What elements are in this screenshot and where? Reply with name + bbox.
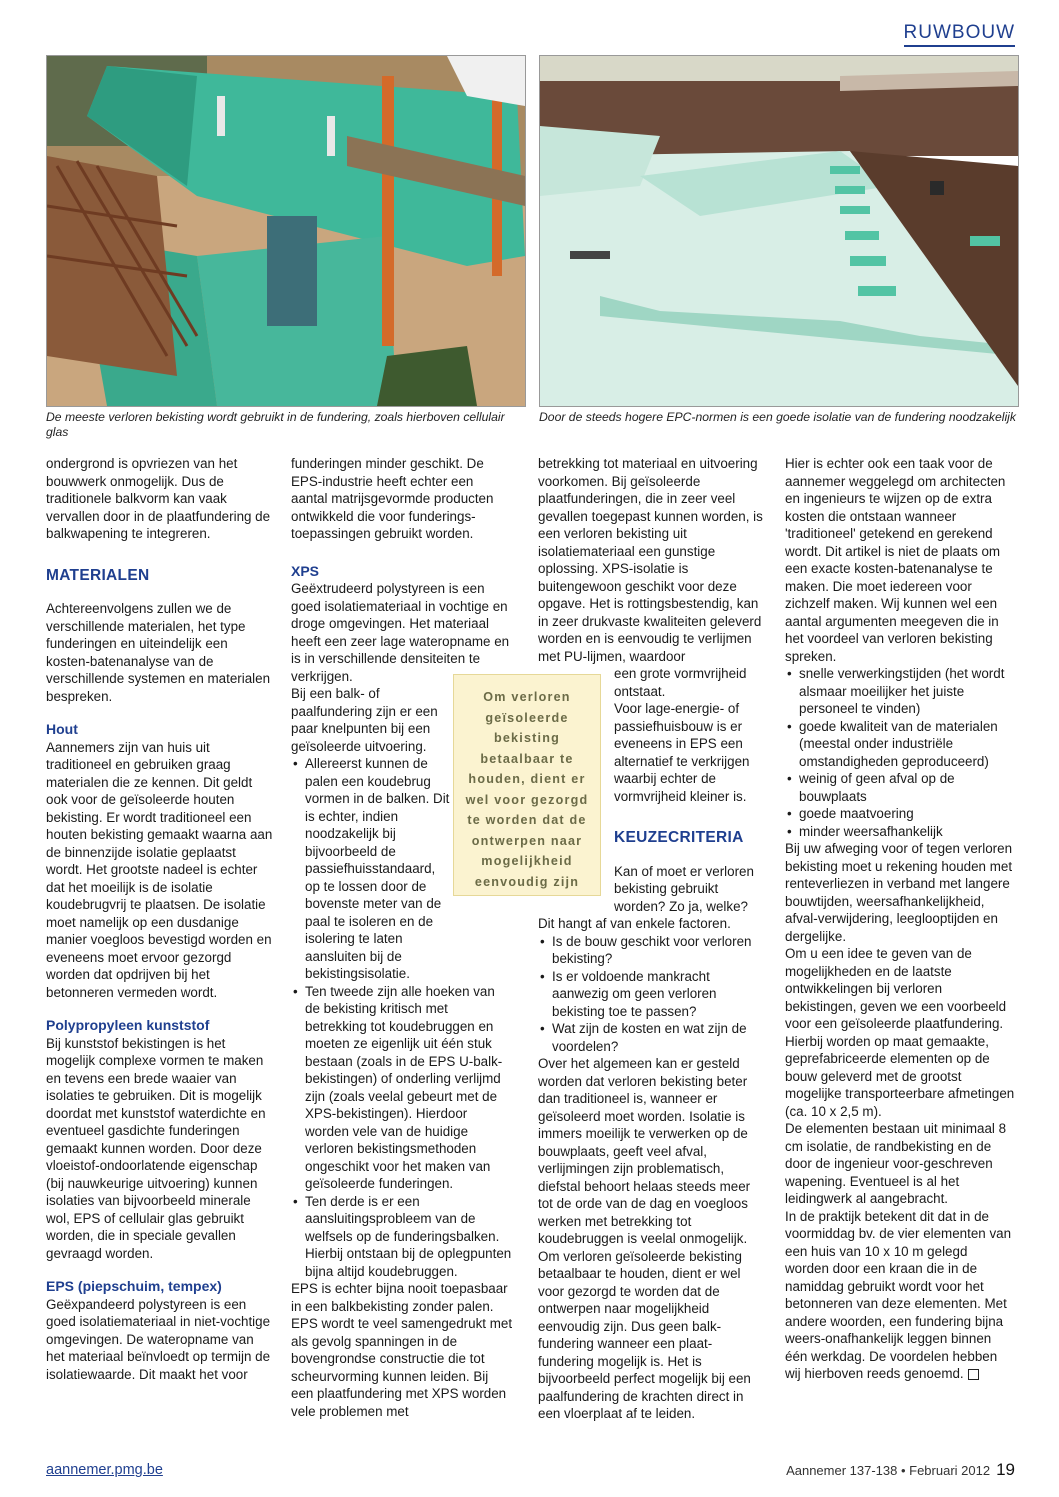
heading-materialen: MATERIALEN bbox=[46, 566, 150, 584]
col4-text-2: Bij uw afweging voor of tegen verloren bekisting moet u rekening houden met renteverliezen in verband met langere bouwtijden, weersafhankelijkheid, afval-verwijdering, leeglooptijden en dergelijke. bbox=[785, 841, 1013, 944]
col2-intro: funderingen minder geschikt. De EPS-industrie heeft echter een aantal matrijsgevormde producten ontwikkeld die voor funderings-toepassingen gebruikt worden. bbox=[291, 456, 494, 541]
col3-algemeen-text: Over het algemeen kan er gesteld worden dat verloren bekisting beter dan traditioneel is, wanneer er geïsoleerd moet worden. Isolatie is immers moeilijk te verwerken op de bouwplaats, geeft veel afval, verlijmingen zijn problematisch, diefstal behoort helaas steeds meer tot de orde van de dag en voegloos werken met betrekking tot koudebruggen is veelal onmogelijk. bbox=[538, 1056, 751, 1246]
col3-intro: betrekking tot materiaal en uitvoering voorkomen. Bij geïsoleerde plaatfunderingen, die in zeer veel gevallen toegepast kunnen worden, is een verloren bekisting uit isolatiemateriaal een gunstige oplossing. XPS-isolatie is buitengewoon geschikt voor deze opgave. Het is rottingsbestendig, kan in zeer drukvaste kwaliteiten geleverd worden en is eenvoudig te verlijmen met PU-lijmen, waardoor bbox=[538, 456, 763, 664]
list-item: • Is er voldoende mankracht aanwezig om geen verloren bekisting toe te passen? bbox=[538, 968, 764, 1021]
col4-text-4: Hierbij worden op maat gemaakte, geprefabriceerde elementen op de bouw geleverd met de grootst mogelijke transporteerbare afmetingen (ca. 10 x 2,5 m). bbox=[785, 1033, 1015, 1119]
list-item: • goede maatvoering bbox=[785, 805, 1015, 823]
heading-eps: EPS (piepschuim, tempex) bbox=[46, 1278, 222, 1294]
col2-eps-text: EPS is echter bijna nooit toepasbaar in een balkbekisting zonder palen. EPS wordt te veel samengedrukt met als gevolg spanningen in de bovengrondse constructie die tot scheurvorming kunnen leiden. Bij een plaatfundering met XPS worden vele problemen met bbox=[291, 1281, 513, 1419]
photo-xps-slab bbox=[539, 55, 1019, 407]
photo-formwork-image bbox=[47, 56, 525, 406]
heading-xps: XPS bbox=[291, 562, 320, 579]
col3-lage-text: Voor lage-energie- of passiefhuisbouw is er eveneens in EPS een alternatief te verkrijgen waarbij echter de vormvrijheid kleiner is. bbox=[614, 701, 750, 804]
col2-balk-text: Bij een balk- of paalfundering zijn er een paar knelpunten bij een geïsoleerde uitvoering. bbox=[291, 686, 438, 754]
section-tag: RUWBOUW bbox=[904, 22, 1015, 47]
heading-hout: Hout bbox=[46, 721, 78, 737]
article-column-2 bbox=[291, 455, 513, 1420]
list-item: • goede kwaliteit van de materialen (meestal onder industriële omstandigheden geproduceerd) bbox=[785, 718, 1015, 771]
col1-hout-text: Aannemers zijn van huis uit traditioneel en gebruiken graag materialen die ze kennen. Dit geldt ook voor de geïsoleerde houten bekisting. Er wordt traditioneel een houten bekisting gemaakt waarna aan de binnenzijde isolatie geplaatst wordt. Het grootste nadeel is echter dat het moeilijk is de isolatie koudebrugvrij te plaatsen. De isolatie moet namelijk op een dusdanige manier voegloos bevestigd worden en eveneens moet ervoor gezorgd worden dat opdrijven bij het betonneren vermeden wordt. bbox=[46, 739, 273, 1000]
footer-website-link[interactable]: aannemer.pmg.be bbox=[46, 1462, 163, 1478]
footer-issue-info bbox=[786, 1460, 1015, 1480]
list-item: • Ten tweede zijn alle hoeken van de bekisting kritisch met betrekking tot koudebruggen en moeten ze eigenlijk uit één stuk bestaan (zoals in de EPS U-balk-bekistingen) of onderling verlijmd zijn (zoals veelal gebeurt met de XPS-bekistingen). Hierdoor worden vele van de huidige verloren bekistingsmethoden ongeschikt voor het maken van geïsoleerde funderingen. bbox=[291, 983, 513, 1193]
col3-keuze-factors: Dit hangt af van enkele factoren. bbox=[538, 916, 731, 931]
list-item: • Ten derde is er een aansluitingsprobleem van de welfsels op de funderingsbalken. Hierbij ontstaan bij de oplegpunten bijna altijd koudebruggen. bbox=[291, 1193, 513, 1281]
list-item: • minder weersafhankelijk bbox=[785, 823, 1015, 841]
col4-text-6 bbox=[785, 1208, 1015, 1383]
col3-om-text: Om verloren geïsoleerde bekisting betaalbaar te houden, dient er wel voor gezorgd te worden dat de ontwerpen naar mogelijkheid eenvoudig zijn. Dus geen balk-fundering wanneer een plaat-fundering mogelijk is. Het is bijvoorbeeld perfect mogelijk bij een paalfundering de krachten direct in een vloerplaat af te leiden. bbox=[538, 1248, 751, 1421]
photo-caption-right: Door de steeds hogere EPC-normen is een goede isolatie van de fundering noodzakelijk bbox=[539, 410, 1016, 424]
col1-eps-text: Geëxpandeerd polystyreen is een goed isolatiemateriaal in niet-vochtige omgevingen. De wateropname van het materiaal beïnvloedt op termijn de isolatiewaarde. Dit maakt het voor bbox=[46, 1296, 271, 1382]
col1-pp-text: Bij kunststof bekistingen is het mogelijk complexe vormen te maken en tevens een brede waaier van isolaties te gebruiken. Dit is mogelijk doordat met kunststof waterdichte en eventueel gasdichte funderingen gemaakt kunnen worden. Door deze vloeistof-ondoorlatende eigenschap (bij nauwkeurige uitvoering) kunnen isolaties van bijvoorbeeld minerale wol, EPS of cellulair glas gebruikt worden, die in speciale gevallen gevraagd worden. bbox=[46, 1035, 266, 1261]
photo-caption-left: De meeste verloren bekisting wordt gebruikt in de fundering, zoals hierboven cellulair glas bbox=[46, 410, 505, 439]
col3-cont: een grote vormvrijheid ontstaat. bbox=[614, 666, 747, 699]
col4-text-5: De elementen bestaan uit minimaal 8 cm isolatie, de randbekisting en de door de ingenieur voor-geschreven wapening. Eventueel is al het leidingwerk al aangebracht. bbox=[785, 1121, 1007, 1206]
list-item: • Is de bouw geschikt voor verloren bekisting? bbox=[538, 933, 764, 968]
col1-intro: ondergrond is opvriezen van het bouwwerk onmogelijk. Dus de traditionele balkvorm kan vaak vervallen door in de plaatfundering de balkwapening te integreren. bbox=[46, 456, 271, 541]
page-number: 19 bbox=[996, 1460, 1015, 1479]
col4-bullet-list bbox=[785, 665, 1015, 840]
col4-text-6-content: In de praktijk betekent dit dat in de voormiddag bv. de vier elementen van een huis van 10 x 10 m gelegd worden door een kraan die in de namiddag gebruikt wordt voor het betonneren van deze elementen. Met andere woorden, een fundering bijna weers-onafhankelijk leggen binnen één werkdag. De voordelen hebben wij hierboven reeds genoemd. bbox=[785, 1208, 1012, 1381]
col4-text-1: Hier is echter ook een taak voor de aannemer weggelegd om architecten en ingenieurs te wijzen op de extra kosten die ontstaan wanneer 'traditioneel' getekend en gerekend wordt. Dit artikel is niet de plaats om een exacte kosten-batenanalyse te maken. Die moet iedereen voor zichzelf maken. Wij kunnen wel een aantal argumenten meegeven die in het voordeel van verloren bekisting spreken. bbox=[785, 456, 1006, 664]
heading-keuzecriteria: KEUZECRITERIA bbox=[614, 829, 744, 846]
article-column-4 bbox=[785, 455, 1015, 1383]
col1-materialen-text: Achtereenvolgens zullen we de verschillende materialen, het type funderingen en uiteindelijk een kosten-batenanalyse van de verschillende systemen en materialen bespreken. bbox=[46, 601, 271, 704]
list-item: • snelle verwerkingstijden (het wordt alsmaar moeilijker het juiste personeel te vinden) bbox=[785, 665, 1015, 718]
list-item: • Allereerst kunnen de palen een koudebrug vormen in de balken. Dit is echter, indien noodzakelijk bij bijvoorbeeld de passiefhuisstandaard, op te lossen door de bovenste meter van de paal te isoleren en de isolering te laten aansluiten bij de bekistingsisolatie. bbox=[291, 755, 451, 983]
col4-text-3: Om u een idee te geven van de mogelijkheden en de laatste ontwikkelingen bij verloren bekistingen, geven we een voorbeeld voor een geïsoleerde plaatfundering. bbox=[785, 946, 1007, 1031]
article-column-3 bbox=[538, 455, 764, 1423]
photo-formwork-foundation bbox=[46, 55, 526, 407]
col2-xps-text: Geëxtrudeerd polystyreen is een goed isolatiemateriaal in vochtige en droge omgevingen. Het materiaal heeft een zeer lage wateropname en is in verschillende densiteiten te verkrijgen. bbox=[291, 581, 510, 684]
col3-keuze-question: Kan of moet er verloren bekisting gebruikt worden? Zo ja, welke? bbox=[614, 863, 754, 914]
col3-bullet-list bbox=[538, 933, 764, 1056]
pull-quote: Om verloren geïsoleerde bekisting betaalbaar te houden, dient er wel voor gezorgd te worden dat de ontwerpen naar mogelijkheid eenvoudig zijn bbox=[453, 674, 601, 896]
photo-xps-image bbox=[540, 56, 1018, 406]
list-item: • weinig of geen afval op de bouwplaats bbox=[785, 770, 1015, 805]
footer-issue: Aannemer 137-138 • Februari 2012 bbox=[786, 1463, 991, 1478]
end-of-article-icon bbox=[968, 1369, 979, 1380]
heading-polypropyleen: Polypropyleen kunststof bbox=[46, 1017, 210, 1033]
list-item: • Wat zijn de kosten en wat zijn de voordelen? bbox=[538, 1020, 764, 1055]
article-column-1 bbox=[46, 455, 274, 1383]
